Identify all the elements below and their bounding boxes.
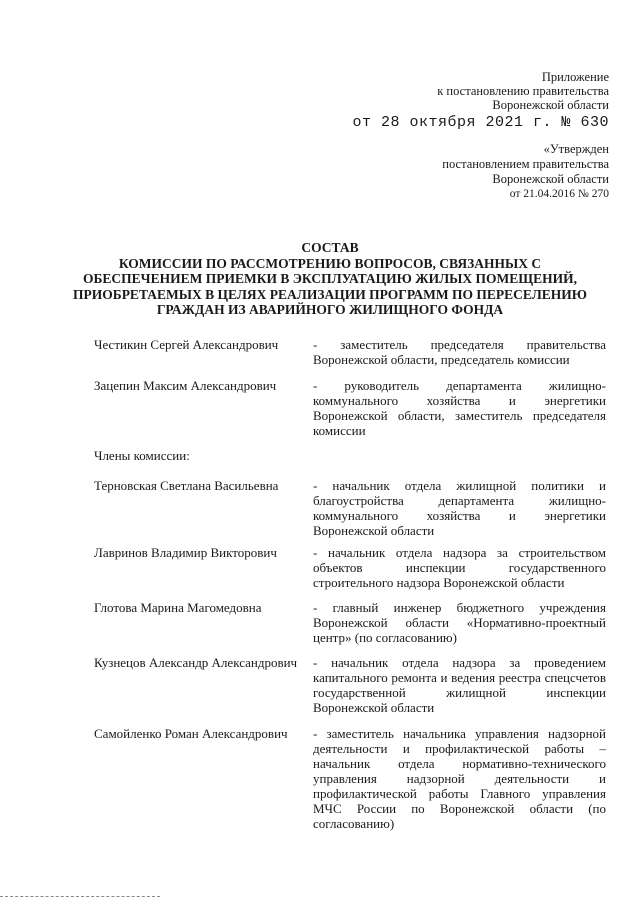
footer-divider: [0, 896, 160, 897]
member-name: Терновская Светлана Васильевна: [94, 478, 279, 493]
title-line: ПРИОБРЕТАЕМЫХ В ЦЕЛЯХ РЕАЛИЗАЦИИ ПРОГРАММ ПО ПЕРЕСЕЛЕНИЮ: [73, 286, 587, 302]
annex-line: Воронежской области: [492, 98, 609, 112]
member-role: - начальник отдела надзора за проведением капитального ремонта и ведения реестра спецсчетов государственной жилищной инспекции Воронежской области: [313, 655, 606, 715]
approved-line: от 21.04.2016 № 270: [509, 188, 609, 200]
approved-line: Воронежской области: [492, 172, 609, 186]
title-line: КОМИССИИ ПО РАССМОТРЕНИЮ ВОПРОСОВ, СВЯЗАННЫХ С: [118, 255, 542, 271]
members-section-label: Члены комиссии:: [94, 448, 190, 463]
member-role: - начальник отдела надзора за строительством объектов инспекции государственного строительного надзора Воронежской области: [313, 545, 606, 590]
member-name: Лавринов Владимир Викторович: [94, 545, 277, 560]
document-title: [60, 240, 600, 318]
approved-block: [442, 142, 609, 202]
title-line: ГРАЖДАН ИЗ АВАРИЙНОГО ЖИЛИЩНОГО ФОНДА: [156, 302, 504, 317]
title-line: ОБЕСПЕЧЕНИЕМ ПРИЕМКИ В ЭКСПЛУАТАЦИЮ ЖИЛЫХ ПОМЕЩЕНИЙ,: [83, 271, 577, 286]
member-name: Честикин Сергей Александрович: [94, 337, 279, 352]
member-role: - заместитель председателя правительства Воронежской области, председатель комиссии: [313, 337, 606, 367]
member-name: Зацепин Максим Александрович: [94, 378, 277, 393]
member-name: Самойленко Роман Александрович: [94, 726, 288, 741]
title-line: СОСТАВ: [301, 240, 359, 255]
member-role: - главный инженер бюджетного учреждения Воронежской области «Нормативно-проектный центр» (по согласованию): [313, 600, 606, 645]
member-name: Глотова Марина Магомедовна: [94, 600, 262, 615]
member-role: - руководитель департамента жилищно-коммунального хозяйства и энергетики Воронежской области, заместитель председателя комиссии: [313, 378, 606, 438]
approved-line: «Утвержден: [543, 142, 609, 156]
annex-header: [437, 70, 609, 112]
member-role: - заместитель начальника управления надзорной деятельности и профилактической работы – начальник отдела нормативно-технического управления надзорной деятельности и профилактической работы Главного управления МЧС России по Воронежской области (по согласованию): [313, 726, 606, 831]
member-role: - начальник отдела жилищной политики и благоустройства департамента жилищно-коммунального хозяйства и энергетики Воронежской области: [313, 478, 606, 538]
decree-date-number: от 28 октября 2021 г. № 630: [352, 114, 609, 131]
member-name: Кузнецов Александр Александрович: [94, 655, 298, 670]
annex-line: к постановлению правительства: [437, 84, 609, 98]
annex-line: Приложение: [541, 70, 609, 84]
approved-line: постановлением правительства: [442, 157, 609, 171]
